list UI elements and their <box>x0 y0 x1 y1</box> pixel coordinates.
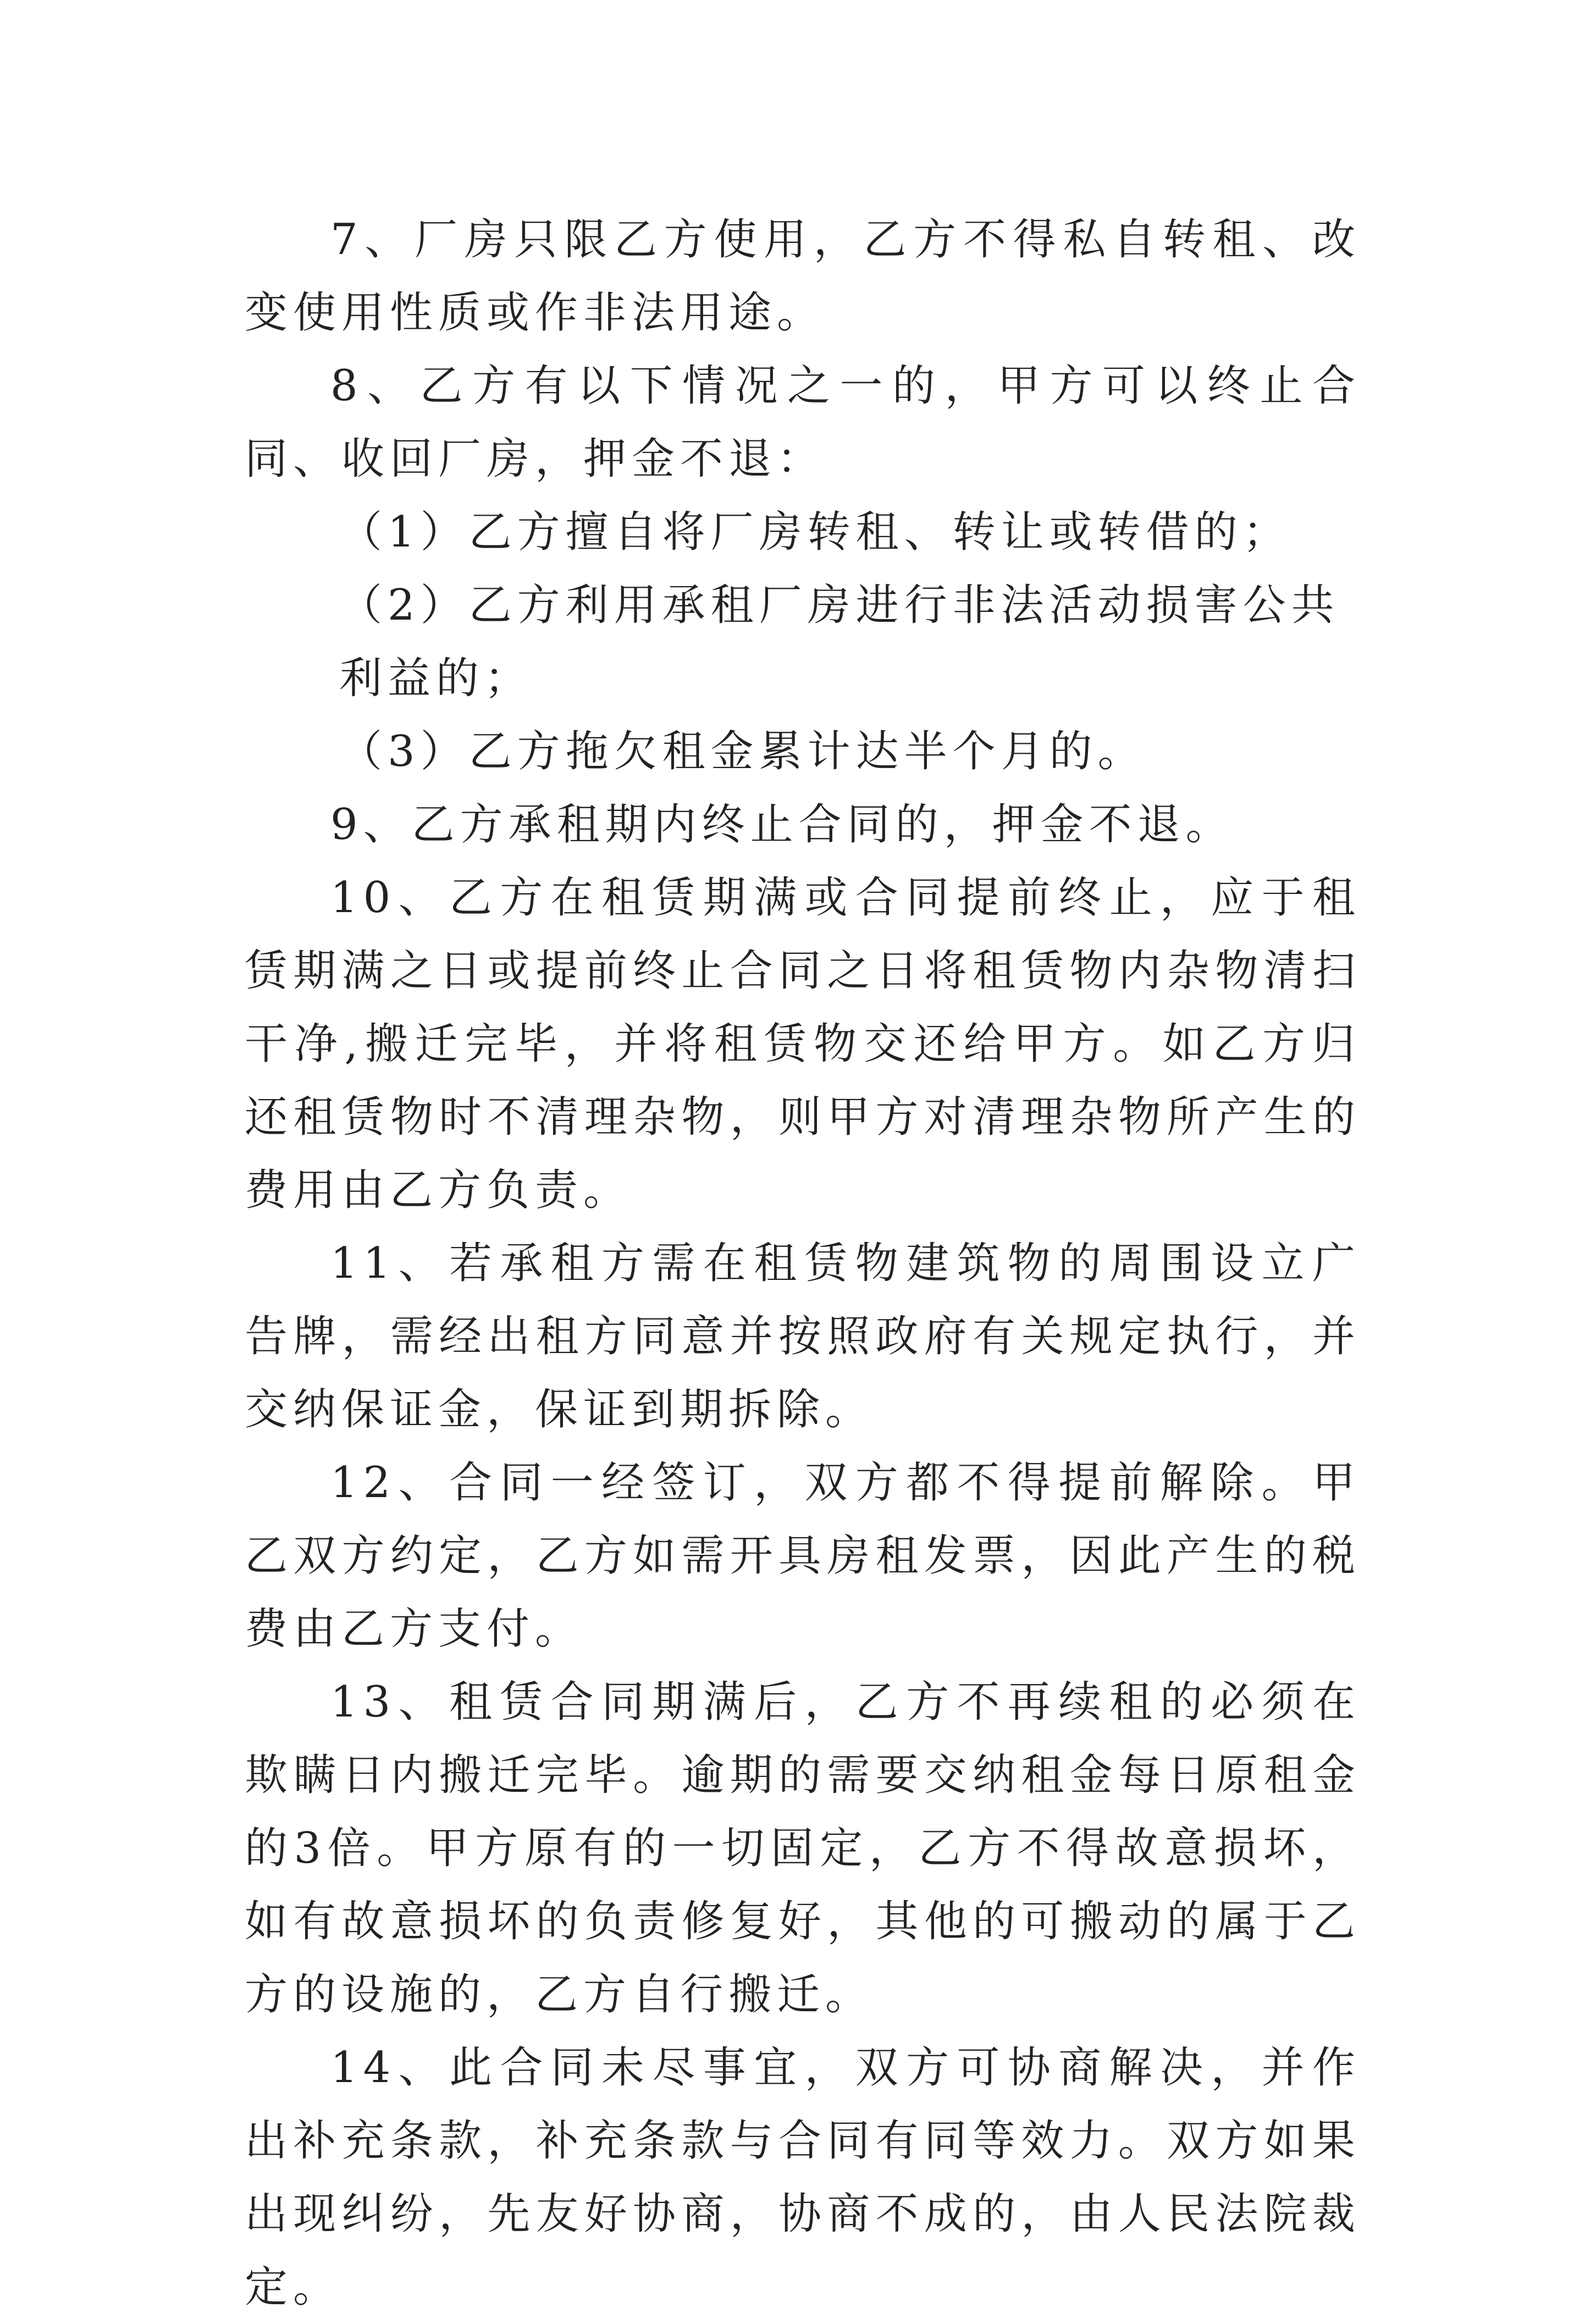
clause-7: 7、厂房只限乙方使用，乙方不得私自转租、改变使用性质或作非法用途。 <box>245 215 1361 338</box>
clause-12: 12、合同一经签订，双方都不得提前解除。甲乙双方约定，乙方如需开具房租发票，因此产生的税费由乙方支付。 <box>245 1458 1361 1654</box>
clause-8-item-3: （3）乙方拖欠租金累计达半个月的。 <box>339 727 1146 776</box>
clause-9: 9、乙方承租期内终止合同的，押金不退。 <box>330 800 1234 849</box>
clause-8-item-2: （2）乙方利用承租厂房进行非法活动损害公共利益的； <box>339 581 1340 703</box>
clause-10: 10、乙方在租赁期满或合同提前终止，应于租赁期满之日或提前终止合同之日将租赁物内杂物清扫干净,搬迁完毕，并将租赁物交还给甲方。如乙方归还租赁物时不清理杂物，则甲方对清理杂物所产生的费用由乙方负责。 <box>245 873 1361 1215</box>
clause-14: 14、此合同未尽事宜，双方可协商解决，并作出补充条款，补充条款与合同有同等效力。双方如果出现纠纷，先友好协商，协商不成的，由人民法院裁定。 <box>245 2043 1361 2312</box>
clause-13: 13、租赁合同期满后，乙方不再续租的必须在欺瞒日内搬迁完毕。逾期的需要交纳租金每日原租金的3倍。甲方原有的一切固定，乙方不得故意损坏，如有故意损坏的负责修复好，其他的可搬动的属于乙方的设施的，乙方自行搬迁。 <box>245 1677 1361 2019</box>
clause-8: 8、乙方有以下情况之一的，甲方可以终止合同、收回厂房，押金不退： <box>245 361 1361 484</box>
clause-8-item-1: （1）乙方擅自将厂房转租、转让或转借的； <box>339 507 1291 557</box>
contract-body <box>245 203 1361 2324</box>
clause-11: 11、若承租方需在租赁物建筑物的周围设立广告牌，需经出租方同意并按照政府有关规定执行，并交纳保证金，保证到期拆除。 <box>245 1239 1361 1434</box>
